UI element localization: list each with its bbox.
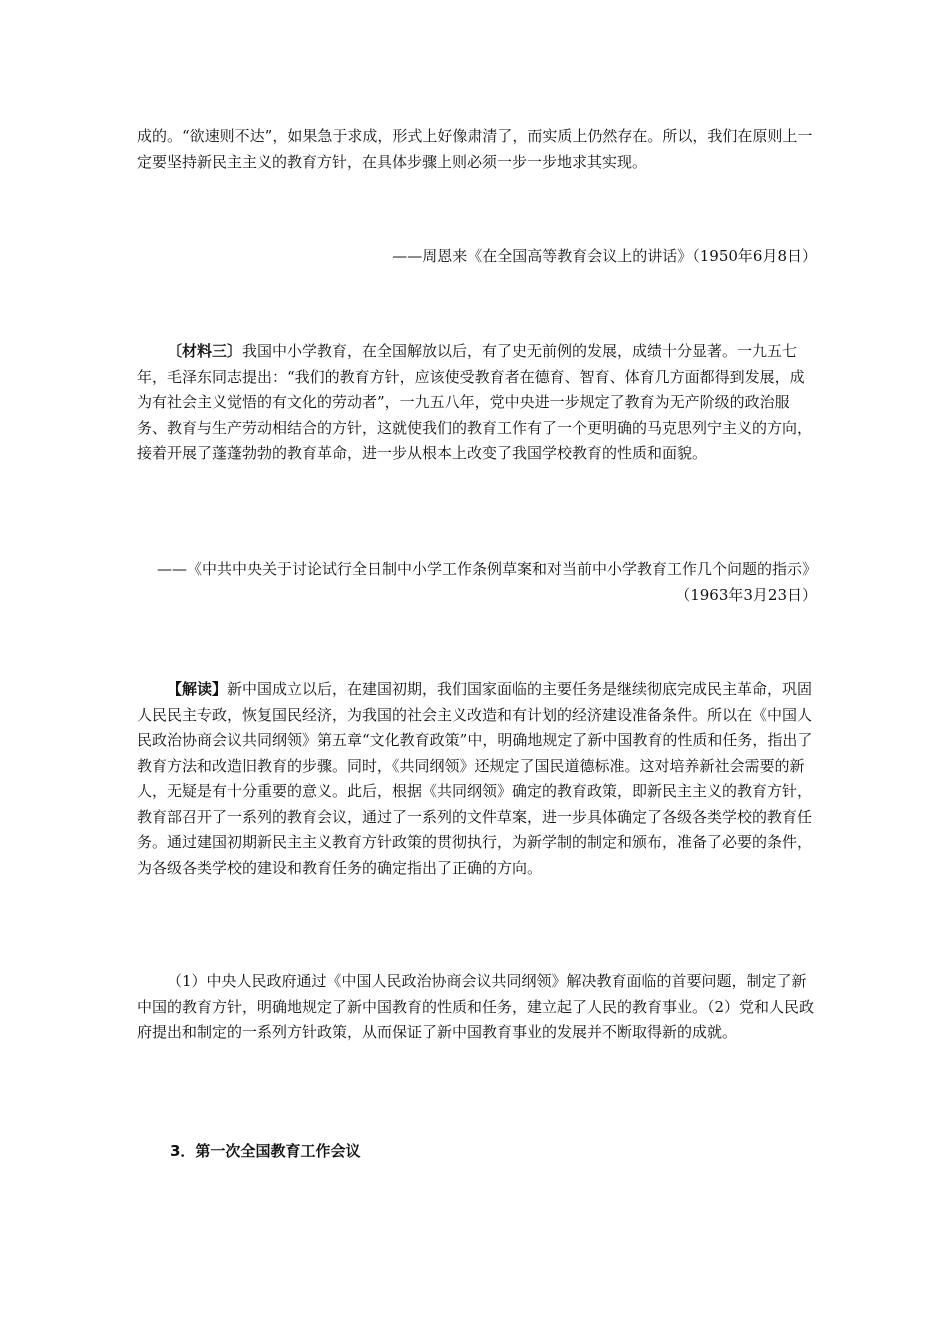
quote-source-central-committee: ——《中共中央关于讨论试行全日制中小学工作条例草案和对当前中小学教育工作几个问题的指示》（1963年3月23日）: [156, 560, 817, 604]
interpretation-paragraph: [137, 677, 817, 881]
interpretation-text: 新中国成立以后，在建国初期，我们国家面临的主要任务是继续彻底完成民主革命，巩固人民民主专政，恢复国民经济，为我国的社会主义改造和有计划的经济建设准备条件。所以在《中国人民政治协商会议共同纲领》第五章“文化教育政策”中，明确地规定了新中国教育的性质和任务，指出了教育方法和改造旧教育的步骤。同时，《共同纲领》还规定了国民道德标准。这对培养新社会需要的新人，无疑是有十分重要的意义。此后，根据《共同纲领》确定的教育政策，即新民主主义的教育方针，教育部召开了一系列的教育会议，通过了一系列的文件草案，进一步具体确定了各级各类学校的教育任务。通过建国初期新民主主义教育方针政策的贯彻执行，为新学制的制定和颁布，准备了必要的条件，为各级各类学校的建设和教育任务的确定指出了正确的方向。: [137, 680, 813, 877]
interpretation-label: 【解读】: [167, 680, 228, 698]
paragraph-continuation: 成的。“欲速则不达”，如果急于求成，形式上好像肃清了，而实质上仍然存在。所以，我们在原则上一定要坚持新民主主义的教育方针，在具体步骤上则必须一步一步地求其实现。: [137, 127, 813, 171]
section-heading: 3．第一次全国教育工作会议: [170, 1142, 361, 1160]
material-three-paragraph: [137, 339, 817, 467]
material-three-label: 〔材料三〕: [167, 342, 243, 360]
material-three-text: 我国中小学教育，在全国解放以后，有了史无前例的发展，成绩十分显著。一九五七年，毛泽东同志提出：“我们的教育方针，应该使受教育者在德育、智育、体育几方面都得到发展，成为有社会主义觉悟的有文化的劳动者”，一九五八年，党中央进一步规定了教育为无产阶级的政治服务、教育与生产劳动相结合的方针，这就使我们的教育工作有了一个更明确的马克思列宁主义的方向，接着开展了蓬蓬勃勃的教育革命，进一步从根本上改变了我国学校教育的性质和面貌。: [137, 342, 813, 462]
quote-source-zhou-enlai: ——周恩来《在全国高等教育会议上的讲话》（1950年6月8日）: [392, 247, 817, 265]
summary-paragraph: （1）中央人民政府通过《中国人民政治协商会议共同纲领》解决教育面临的首要问题，制定了新中国的教育方针，明确地规定了新中国教育的性质和任务，建立起了人民的教育事业。（2）党和人民政府提出和制定的一系列方针政策，从而保证了新中国教育事业的发展并不断取得新的成就。: [137, 972, 815, 1041]
